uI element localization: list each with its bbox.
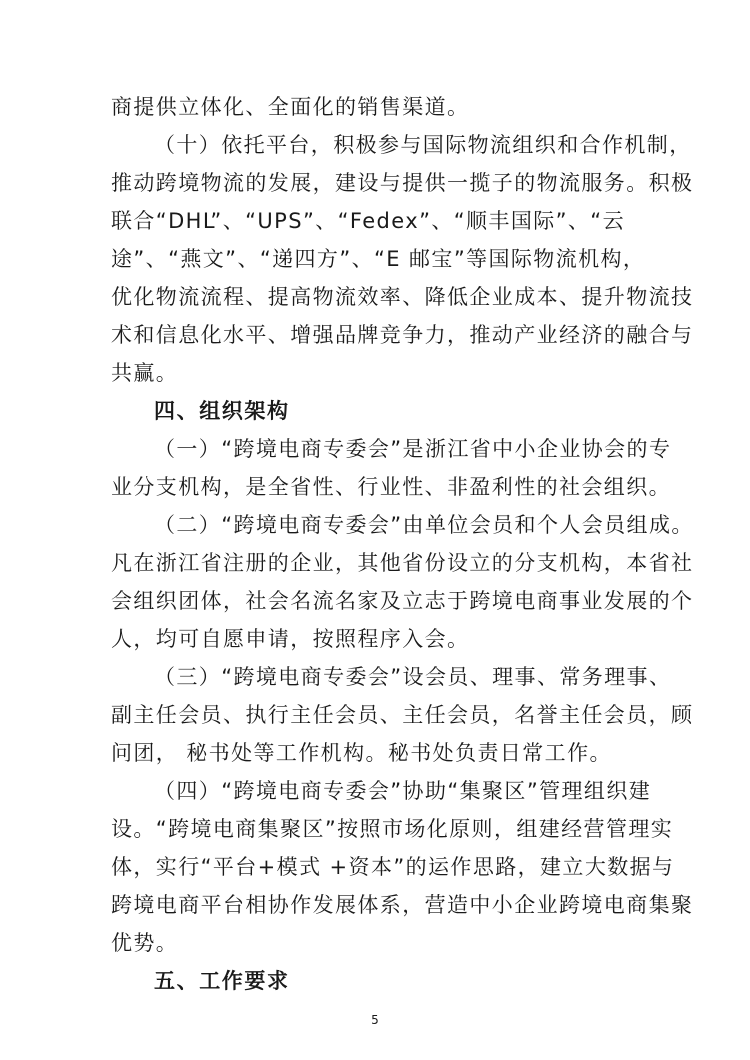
text-line: 问团， 秘书处等工作机构。秘书处负责日常工作。	[111, 741, 612, 765]
text-line: 推动跨境物流的发展，建设与提供一揽子的物流服务。积极	[111, 171, 694, 195]
paragraph-start-line: （四）“跨境电商专委会”协助“集聚区”管理组织建	[154, 779, 652, 803]
text-line: 跨境电商平台相协作发展体系，营造中小企业跨境电商集聚	[111, 893, 694, 917]
text-line: 优势。	[111, 931, 179, 955]
text-line: 共赢。	[111, 361, 179, 385]
paragraph-start-line: （二）“跨境电商专委会”由单位会员和个人会员组成。	[154, 513, 694, 537]
text-line: 业分支机构，是全省性、行业性、非盈利性的社会组织。	[111, 475, 671, 499]
text-line: 设。“跨境电商集聚区”按照市场化原则，组建经营管理实	[111, 817, 674, 841]
paragraph-start-line: （十）依托平台，积极参与国际物流组织和合作机制，	[154, 133, 692, 157]
paragraph-start-line: （一）“跨境电商专委会”是浙江省中小企业协会的专	[154, 437, 672, 461]
text-line: 联合“DHL”、“UPS”、“Fedex”、“顺丰国际”、“云	[111, 209, 625, 233]
text-line: 途”、“燕文”、“递四方”、“E 邮宝”等国际物流机构，	[111, 247, 646, 271]
text-line: 优化物流流程、提高物流效率、降低企业成本、提升物流技	[111, 285, 694, 309]
text-line: 体，实行“平台+模式 +资本”的运作思路，建立大数据与	[111, 855, 675, 879]
text-line: 商提供立体化、全面化的销售渠道。	[111, 95, 470, 119]
section-heading-organization: 四、组织架构	[154, 399, 290, 423]
text-line: 人，均可自愿申请，按照程序入会。	[111, 627, 470, 651]
paragraph-start-line: （三）“跨境电商专委会”设会员、理事、常务理事、	[154, 665, 672, 689]
text-line: 会组织团体，社会名流名家及立志于跨境电商事业发展的个	[111, 589, 694, 613]
text-line: 副主任会员、执行主任会员、主任会员，名誉主任会员，顾	[111, 703, 694, 727]
text-line: 术和信息化水平、增强品牌竞争力，推动产业经济的融合与	[111, 323, 694, 347]
text-line: 凡在浙江省注册的企业，其他省份设立的分支机构，本省社	[111, 551, 694, 575]
page-number: 5	[371, 1013, 379, 1027]
section-heading-requirements: 五、工作要求	[154, 969, 290, 993]
